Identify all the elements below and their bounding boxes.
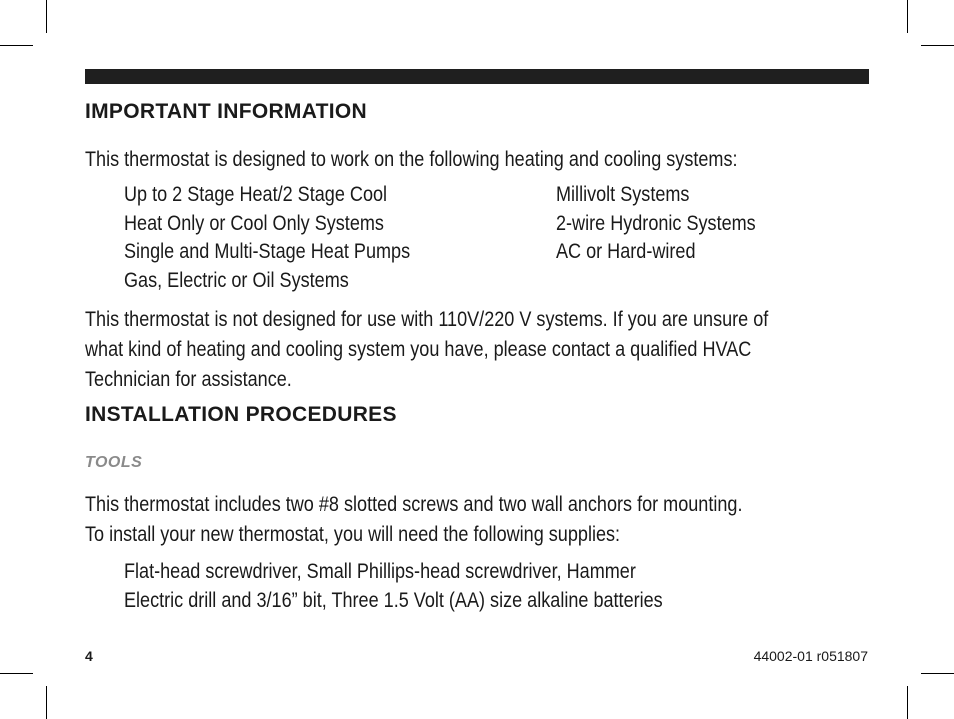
systems-list-left — [124, 181, 410, 295]
crop-mark — [921, 673, 954, 674]
page-number: 4 — [85, 648, 93, 664]
list-item: Single and Multi-Stage Heat Pumps — [124, 240, 411, 264]
list-item: AC or Hard-wired — [556, 240, 696, 264]
document-id: 44002-01 r051807 — [753, 648, 868, 664]
list-item: Electric drill and 3/16” bit, Three 1.5 Volt (AA) size alkaline batteries — [124, 588, 663, 612]
list-item: Flat-head screwdriver, Small Phillips-head screwdriver, Hammer — [124, 560, 636, 583]
supplies-list — [124, 558, 663, 615]
crop-mark — [46, 0, 47, 33]
crop-mark — [0, 45, 33, 46]
text-line: what kind of heating and cooling system you have, please contact a qualified HVAC — [85, 338, 752, 361]
list-item: Millivolt Systems — [556, 183, 690, 206]
list-item: 2-wire Hydronic Systems — [556, 211, 756, 235]
list-item: Heat Only or Cool Only Systems — [124, 211, 384, 235]
text-line: This thermostat is not designed for use with 110V/220 V systems. If you are unsure of — [85, 308, 769, 331]
important-heading: IMPORTANT INFORMATION — [85, 100, 367, 123]
crop-mark — [921, 45, 954, 46]
crop-mark — [0, 673, 33, 674]
list-item: Up to 2 Stage Heat/2 Stage Cool — [124, 183, 388, 206]
tools-paragraph — [85, 490, 764, 550]
crop-mark — [46, 686, 47, 719]
intro-paragraph: This thermostat is designed to work on the following heating and cooling systems: — [85, 148, 738, 171]
text-line: This thermostat includes two #8 slotted screws and two wall anchors for mounting. — [85, 493, 743, 516]
text-line: To install your new thermostat, you will need the following supplies: — [85, 523, 621, 546]
tools-heading: TOOLS — [85, 454, 143, 471]
installation-heading: INSTALLATION PROCEDURES — [85, 403, 397, 426]
crop-mark — [907, 686, 908, 719]
text-line: Technician for assistance. — [85, 368, 292, 391]
crop-mark — [907, 0, 908, 33]
header-bar — [85, 69, 869, 84]
warning-paragraph — [85, 305, 769, 395]
list-item: Gas, Electric or Oil Systems — [124, 268, 349, 292]
systems-list-right — [556, 181, 756, 267]
